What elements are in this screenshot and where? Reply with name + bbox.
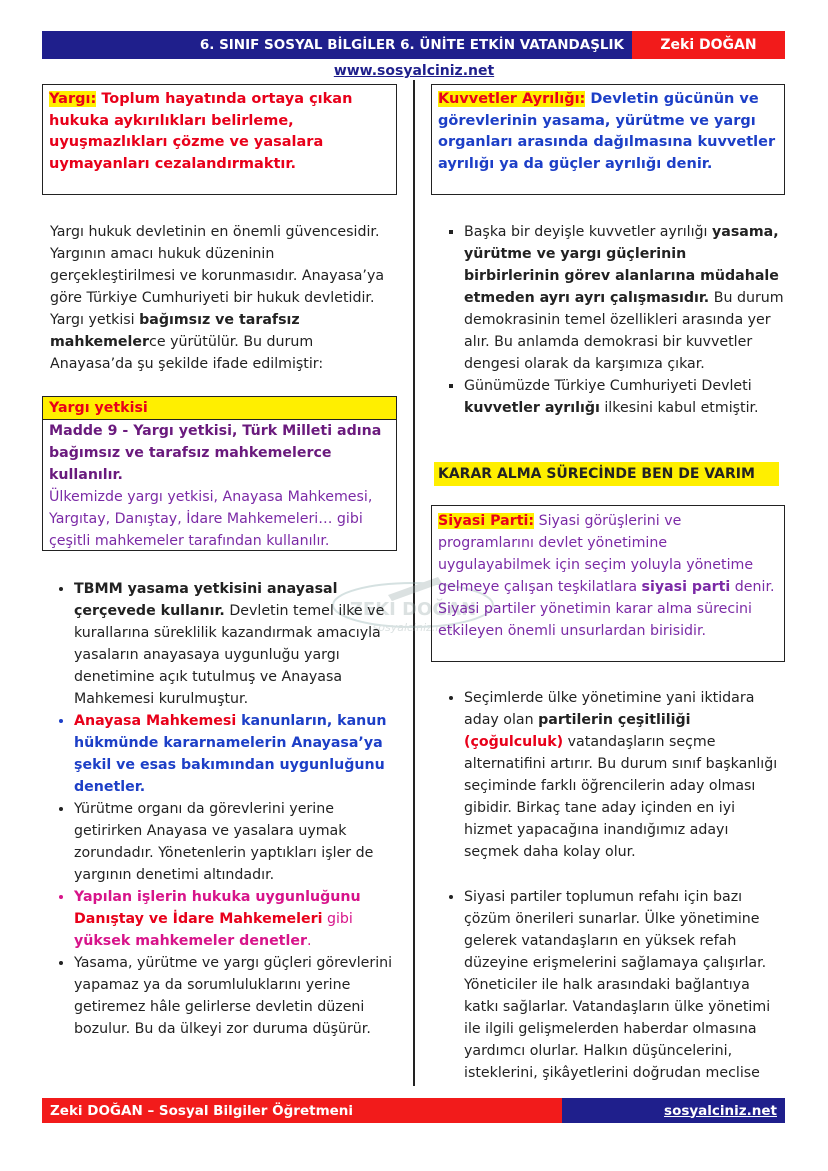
footer-author: Zeki DOĞAN – Sosyal Bilgiler Öğretmeni (42, 1098, 562, 1123)
column-divider (413, 80, 415, 1086)
yargi-intro-paragraph (50, 221, 395, 375)
madde-box (42, 396, 397, 551)
parti-text-1: Siyasi görüşlerini ve programlarını devlet yönetimine uygulayabilmek için seçim yoluyla yönetime gelmeye çalışan teşkilatlara (438, 513, 754, 595)
website-link[interactable]: www.sosyalciniz.net (333, 63, 495, 79)
header-author: Zeki DOĞAN (632, 31, 785, 59)
list-item: • Yapılan işlerin hukuka uygunluğunu Danıştay ve İdare Mahkemeleri gibi yüksek mahkemeler denetler. (74, 886, 395, 952)
kuvvetler-list (440, 221, 785, 419)
parti-bullet-2 (440, 886, 785, 1084)
header-title: 6. SINIF SOSYAL BİLGİLER 6. ÜNİTE ETKİN VATANDAŞLIK (42, 31, 632, 59)
list-item: • Siyasi partiler toplumun refahı için bazı çözüm önerileri sunarlar. Ülke yönetimine gelerek vatandaşların en yüksek refah düzeyine erişmelerini sağlamaya çalışırlar. Yöneticiler ile halk arasındaki bağlantıya katkı sağlarlar. Vatandaşların ülke yönetimi ile ilgili gelişmelerden haberdar olmasına yardımcı olurlar. Halkın düşüncelerini, isteklerini, şikâyetlerini doğrudan meclise (464, 886, 785, 1084)
list-item: ▪ Günümüzde Türkiye Cumhuriyeti Devleti kuvvetler ayrılığı ilkesini kabul etmiştir. (464, 375, 785, 419)
parti-bullet-1 (440, 687, 785, 863)
intro-text-2: ce yürütülür. Bu durum Anayasa’da şu şekilde ifade edilmiştir: (50, 334, 324, 372)
watermark-brand: ZEKİ DOĞAN (349, 599, 477, 620)
list-item: • TBMM yasama yetkisini anayasal çerçevede kullanır. Devletin temel ilke ve kurallarına süreklilik kazandırmak amacıyla yasaların anayasaya uygunluğu yargı denetimine açık tutulmuş ve Anayasa Mahkemesi kurulmuştur. (74, 578, 395, 710)
madde-explanation: Ülkemizde yargı yetkisi, Anayasa Mahkemesi, Yargıtay, Danıştay, İdare Mahkemeleri… gibi çeşitli mahkemeler tarafından kullanılır. (49, 489, 373, 549)
list-item: • Anayasa Mahkemesi kanunların, kanun hükmünde kararnamelerin Anayasa’ya şekil ve esas bakımından uygunluğunu denetler. (74, 710, 395, 798)
kuvvetler-definition-box (431, 84, 785, 195)
madde-text: Madde 9 - Yargı yetkisi, Türk Milleti adına bağımsız ve tarafsız mahkemelerce kullanılır. (49, 423, 382, 483)
intro-text-1: Yargı hukuk devletinin en önemli güvencesidir. Yargının amacı hukuk düzeninin gerçekleştirilmesi ve korunmasıdır. Anayasa’ya göre Türkiye Cumhuriyeti bir hukuk devletidir. Yargı yetkisi (50, 224, 385, 328)
section-heading: KARAR ALMA SÜRECİNDE BEN DE VARIM (434, 462, 779, 486)
footer-website-link[interactable]: sosyalciniz.net (562, 1098, 785, 1123)
kuvvetler-term: Kuvvetler Ayrılığı: (438, 91, 586, 107)
kuvvetler-definition: Devletin gücünün ve görevlerinin yasama, yürütme ve yargı organları arasında dağılmasına kuvvetler ayrılığı ya da güçler ayrılığı denir. (438, 91, 776, 172)
page-footer (42, 1098, 785, 1123)
list-item: • Yürütme organı da görevlerini yerine getirirken Anayasa ve yasalara uymak zorundadır. Yönetenlerin yaptıkları işler de yargının denetimi altındadır. (74, 798, 395, 886)
yargi-term: Yargı: (49, 91, 97, 107)
parti-text-2: denir. Siyasi partiler yönetimin karar alma sürecini etkileyen önemli unsurlardan birisidir. (438, 579, 775, 639)
yargi-definition: Toplum hayatında ortaya çıkan hukuka aykırılıkları belirleme, uyuşmazlıkları çözme ve yasalara uymayanları cezalandırmaktır. (49, 91, 353, 172)
madde-box-title: Yargı yetkisi (43, 397, 396, 420)
page-header (42, 31, 785, 59)
list-item: • Seçimlerde ülke yönetimine yani iktidara aday olan partilerin çeşitliliği (çoğulculuk) vatandaşların seçme alternatifini artırır. Bu durum sınıf başkanlığı seçiminde farklı öğrencilerin aday olması gibidir. Birkaç tane aday içinden en iyi hizmet yapacağına inandığımız adayı seçmek daha kolay olur. (464, 687, 785, 863)
yargi-definition-box (42, 84, 397, 195)
watermark-sub: sosyalciniz.net (372, 621, 454, 634)
list-item: • Yasama, yürütme ve yargı güçleri görevlerini yapamaz ya da sorumluluklarını yerine getiremez hâle gelirlerse devletin düzeni bozulur. Bu da ülkeyi zor duruma düşürür. (74, 952, 395, 1040)
list-item: ▪ Başka bir deyişle kuvvetler ayrılığı yasama, yürütme ve yargı güçlerinin birbirlerinin görev alanlarına müdahale etmeden ayrı ayrı çalışmasıdır. Bu durum demokrasinin temel özellikleri arasında yer alır. Bu anlamda demokrasi bir kuvvetler dengesi olarak da karşımıza çıkar. (464, 221, 785, 375)
left-bullet-list (50, 578, 395, 1040)
siyasi-parti-box (431, 505, 785, 662)
siyasi-parti-term: Siyasi Parti: (438, 513, 535, 529)
intro-bold: bağımsız ve tarafsız mahkemeler (50, 312, 300, 350)
parti-bold: siyasi parti (641, 579, 731, 595)
